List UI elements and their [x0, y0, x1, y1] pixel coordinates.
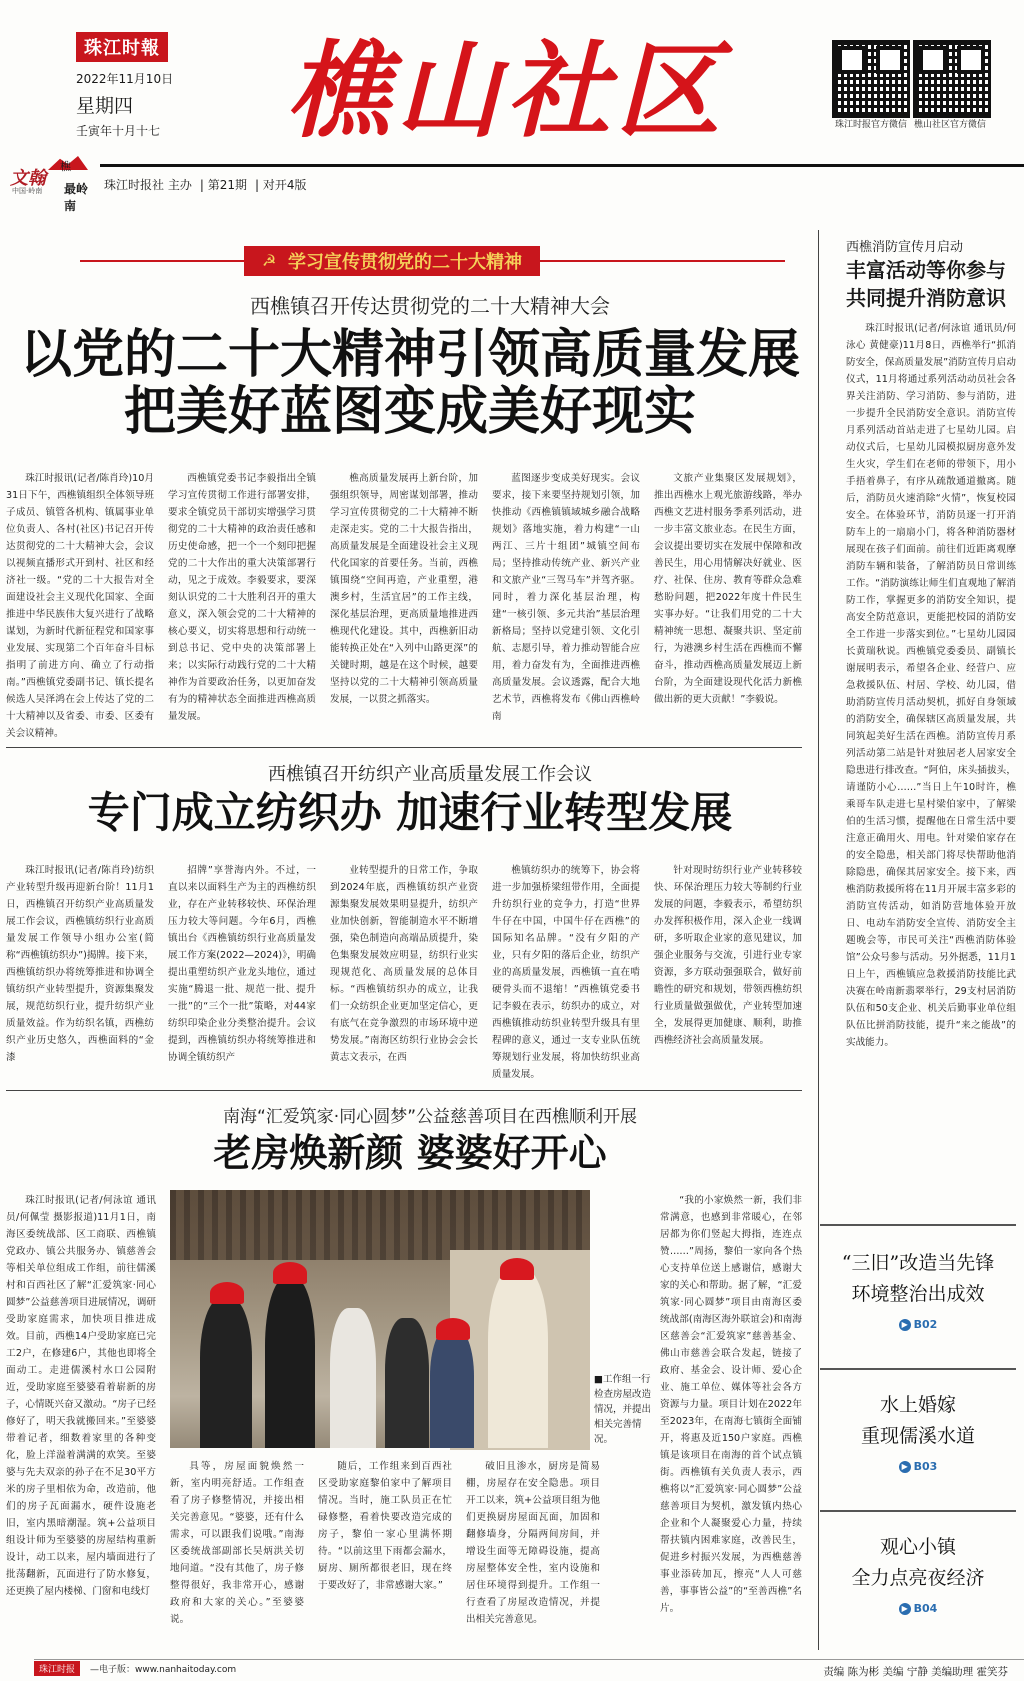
article2-column: 珠江时报讯(记者/陈肖玲)纺织产业转型升级再迎新台阶！11月1日，西樵镇召开纺织产业高质量发展工作会议，西樵镇纺织行业高质量发展工作领导小组办公室(简称“西樵镇纺织办”)揭牌。接下来，西樵镇纺织办将统筹推进和协调全镇纺织产业转型提升，资源集聚发展，规范纺织行业，提升纺织产业质量效益。作为纺织名镇，西樵纺织产业历史悠久，西樵面料的“金漆 — [6, 865, 154, 1063]
qr-caption: 樵山社区官方微信 — [913, 120, 986, 130]
safety-helmet-icon — [273, 1262, 307, 1284]
article-photo — [170, 1190, 590, 1448]
person-figure — [200, 1298, 252, 1448]
footer-logo: 珠江时报 — [34, 1661, 80, 1676]
safety-helmet-icon — [210, 1282, 244, 1304]
page-footer — [0, 1656, 1024, 1681]
article1-headline: 以党的二十大精神引领高质量发展 把美好蓝图变成美好现实 — [19, 324, 800, 443]
safety-helmet-icon — [436, 1318, 470, 1340]
article1-column: 樵高质量发展再上新台阶，加强组织领导，周密谋划部署，推动学习宣传贯彻党的二十大精神不断走深走实。党的二十大报告指出，高质量发展是全面建设社会主义现代化国家的首要任务。当前，西樵镇围绕“空间再造，产业重塑，港澳乡村，生活宜居”的工作主线，深化基层治理，更高质量地推进西樵现代化建设。其中，西樵新旧动能转换正处在“入列中山路更深”的关键时期，越是在这个时候，越要坚持以党的二十大精神引领高质量发展，一以贯之抓落实。 — [330, 473, 478, 705]
sidebar-divider — [818, 230, 819, 1650]
publication-logo: 珠江时報 — [76, 32, 168, 62]
article3-kicker: 南海“汇爱筑家·同心圆梦”公益慈善项目在西樵顺利开展 — [222, 1107, 638, 1127]
teaser-divider — [820, 1224, 1016, 1226]
article1-column: 西樵镇党委书记李毅指出全镇学习宣传贯彻工作进行部署安排，要求全镇党员干部切实增强学习贯彻党的二十大精神的政治责任感和历史使命感，把一个一个刻印把握党的二十大作出的重大决策部署行动，见之于成效。李毅要求，要深刻认识党的二十大胜利召开的重大意义，深入领会党的二十大精神的核心要义，切实将思想和行动统一到总书记、党中央的决策部署上来；以实际行动践行党的二十大精神作为首要政治任务，以更加奋发有为的精神状态全面推进西樵高质量发展。 — [168, 473, 316, 722]
article2-column: 樵镇纺织办的统筹下，协会将进一步加强桥梁纽带作用，全面提升纺织行业的竞争力，打造“世界牛仔在中国，中国牛仔在西樵”的国际知名品牌。“没有夕阳的产业，只有夕阳的落后企业，纺织产业的高质量发展，西樵镇一直在啃硬骨头而不退缩！”西樵镇党委书记李毅在表示，纺织办的成立，对西樵镇推动纺织业转型升级具有里程碑的意义，通过一支专业队伍统筹规划行业发展，将加快纺织业高质量发展。 — [492, 865, 640, 1080]
article3-column: 随后，工作组来到百西社区受助家庭黎伯家中了解项目情况。当时，施工队员正在忙碌修整，看着快要改造完成的房子，黎伯一家心里满怀期待。“以前这里下雨都会漏水，厨房、厕所都很老旧，现在终于要改好了，非常感谢大家。” — [318, 1461, 452, 1591]
party-emblem-icon: ☭ — [262, 251, 277, 270]
teaser-divider — [820, 1368, 1016, 1370]
article2-column: 业转型提升的日常工作，争取到2024年底，西樵镇纺织产业资源集聚发展效果明显提升，纺织产业加快创新，智能制造水平不断增强，染色制造向高端品质提升，染色集聚发展效应明显，纺织行业实现规范化、高质量发展的总体目标。“西樵镇纺织办的成立，让我们一众纺织企业更加坚定信心，更有底气在竞争激烈的市场环境中逆势发展。”南海区纺织行业协会会长黄志文表示，在西 — [330, 865, 478, 1063]
article1-kicker: 西樵镇召开传达贯彻党的二十大精神大会 — [250, 294, 610, 318]
banner-rule — [540, 260, 785, 262]
article3-column: 具等，房屋面貌焕然一新，室内明亮舒适。工作组查看了房子修整情况，并接出相关完善意见。“婆婆，还有什么需求，可以跟我们说哦。”南海区委统战部副部长吴炳洪关切地问道。“没有其他了，房子修整得很好，我非常开心，感谢政府和大家的关心。”至婆婆说。 — [170, 1461, 304, 1625]
community-qr-code-icon — [913, 40, 991, 118]
teaser-b02[interactable]: “三旧”改造当先锋 环境整治出成效 ▶ B02 — [841, 1252, 995, 1331]
teaser-b03[interactable]: 水上婚嫁 重现儒溪水道 ▶ B03 — [860, 1394, 975, 1473]
lunar-date: 壬寅年十月十七 — [76, 124, 161, 138]
safety-helmet-icon — [500, 1258, 534, 1280]
sub-bar — [0, 160, 1024, 213]
sidebar-headline: 丰富活动等你参与 共同提升消防意识 — [846, 258, 1006, 310]
article2-kicker: 西樵镇召开纺织产业高质量发展工作会议 — [268, 764, 592, 785]
edition-info: 珠江时报社 主办 | 第21期 | 对开4版 — [104, 178, 307, 192]
banner-rule — [80, 260, 244, 262]
person-figure — [330, 1308, 376, 1448]
issue-date: 2022年11月10日 — [76, 72, 174, 86]
article2-headline: 专门成立纺织办 加速行业转型发展 — [87, 788, 733, 837]
article1-column: 文旅产业集聚区发展规划》，推出西樵水上观光旅游线路，举办西樵文艺进村服务季系列活动，进一步丰富文旅业态。在民生方面，会议提出要切实在发展中保障和改善民生，用心用情解决好就业、医疗、社保、住房、教育等群众急难愁盼问题，把2022年度十件民生实事办好。“让我们用党的二十大精神统一思想、凝聚共识、坚定前行，为港澳乡村生活在西樵而不懈奋斗，推动西樵高质量发展迈上新台阶，为全面建设现代化活力新樵做出新的更大贡献！”李毅说。 — [654, 473, 802, 705]
person-figure — [488, 1268, 548, 1448]
wechat-qr-code-icon — [832, 40, 910, 118]
article3-column: 珠江时报讯(记者/何泳谊 通讯员/何佩莹 摄影报道)11月1日，南海区委统战部、区工商联、西樵镇党政办、镇公共服务办、镇慈善会等相关单位组成工作组，前往儒溪村和百西社区了解“汇爱筑家·同心圆梦”公益慈善项目进展情况，调研受助家庭需求，加快项目推进成效。目前，西樵14户受助家庭已完工2户，在修建6户，其他也即将全面动工。走进儒溪村水口公园附近，受助家庭至婆婆看着崭新的房子，心情既兴奋又激动。“房子已经修好了，明天我就搬回来。”至婆婆带着记者，细数着家里的各种变化，脸上洋溢着满满的欢笑。至婆婆与先夫双亲的孙子在不足30平方米的房子里相依为命，改造前，他们的房子瓦面漏水，硬件设施老旧，室内黑暗潮湿。筑+公益项目组设计师为至婆婆的房屋结构重新设计，动工以来，屋内墙面进行了批荡翻新，瓦面进行了防水修复，还更换了屋内楼梯、门窗和电线灯 — [6, 1195, 156, 1597]
qr-caption: 珠江时报官方微信 — [834, 120, 907, 130]
article2-column: 针对现时纺织行业产业转移较快、环保治理压力较大等制约行业发展的问题，李毅表示，希望纺织办发挥积极作用，深入企业一线调研，多听取企业家的意见建议，加强企业服务与交流，引进行业专家资源，多方联动强强联合，做好前瞻性的研究和规划，带领西樵纺织行业质量做强做优，产业转型加速全，发展得更加健康、顺利，助推西樵经济社会高质量发展。 — [654, 865, 802, 1046]
footer-url[interactable]: —电子版：www.nanhaitoday.com — [90, 1665, 237, 1675]
sidebar-kicker: 西樵消防宣传月启动 — [846, 240, 964, 255]
masthead — [0, 0, 1024, 170]
page-link-icon: ▶ — [899, 1603, 911, 1615]
person-figure — [385, 1318, 429, 1448]
article1-column: 蓝图逐步变成美好现实。会议要求，接下来要坚持规划引领，加快推动《西樵镇镇域城乡融合战略规划》落地实施，着力构建“一山两江、三片十组团”城镇空间布局；坚持推动传统产业、新兴产业和文旅产业“三驾马车”并驾齐驱。同时，着力深化基层治理，构建“一核引领、多元共治”基层治理新格局；坚持以党建引领、文化引航、志愿引导，着力推动智能合应用，着力奋发有为，全面推进西樵高质量发展。会议透露，配合大地艺术节，西樵将发布《佛山西樵岭南 — [492, 473, 640, 722]
sidebar-article-body: 珠江时报讯(记者/何泳谊 通讯员/何泳心 黄健豪)11月8日，西樵举行“抓消防安全，保高质量发展”消防宣传月启动仪式，11月将通过系列活动动员社会各界关注消防、学习消防、参与消防，进一步提升全民消防安全意识。消防宣传月系列活动首站走进了七星幼儿园。启动仪式后，七星幼儿园模拟厨房意外发生火灾，学生们在老师的带领下，用小手捂着鼻子，有序从疏散通道撤离。随后，消防员火速消除“火情”，恢复校园安全。在体验环节，消防员逐一打开消防车上的一扇扇小门，将各种消防器材展现在孩子们面前。前往们近距离观摩消防车辆和装备，了解消防员日常训练工作。“消防演练让师生们直观地了解消防工作，掌握更多的消防安全知识，提高安全防范意识，更能把校园的消防安全工作进一步落实到位。”七星幼儿园园长黄瑞秋说。西樵镇党委委员、副镇长谢展明表示，希望各企业、经营户、应急救援队伍、村居、学校、幼儿园，借助消防宣传月活动契机，抓好自身领域的消防安全，确保辖区高质量发展，共同筑起美好生活在西樵。消防宣传月系列活动第二站是针对独居老人居家安全隐患进行排改查。“阿伯，床头插拔头，请谨防小心……”当日上午10时许，樵乘哥车队走进七星村梁伯家中，了解梁伯的生活习惯，提醒他在日常生活中要注意正确用火、用电。针对梁伯家存在的安全隐患，相关部门将尽快帮助他消除隐患，确保其居家安全。接下来，西樵消防救援所将在11月开展丰富多彩的消防宣传活动，如消防营地体验开放日、电动车消防安全宣传、消防安全主题晚会等，市民可关注“西樵消防体验馆”公众号参与活动。另外据悉，11月1日上午，西樵镇应急救援消防技能比武决赛在岭南新翡翠举行，29支村居消防队伍和50支企业、机关后勤事业单位组队伍比拼消防技能，提升“来之能战”的实战能力。 — [846, 323, 1016, 1048]
person-figure — [265, 1278, 315, 1448]
person-figure — [430, 1328, 474, 1448]
culture-logo: 文翰 樵 中国·岭南 最岭南 — [8, 156, 98, 200]
article1-column: 珠江时报讯(记者/陈肖玲)10月31日下午，西樵镇组织全体领导班子成员、镇管各机构、镇属事业单位负责人、各村(社区)书记召开传达贯彻党的二十大精神大会，会议以视频直播形式开到村、社区和经济社一级。“党的二十大报告对全面建设社会主义现代化国家、全面推进中华民族伟大复兴进行了战略谋划，为新时代新征程党和国家事业发展、实现第二个百年奋斗目标指明了前进方向、确立了行动指南。”西樵镇党委副书记、镇长提名候选人吴泽鸿在会上传达了党的二十大精神以及省委、市委、区委有关会议精神。 — [6, 473, 154, 739]
weekday: 星期四 — [76, 95, 134, 117]
article3-column: “我的小家焕然一新，我们非常满意，也感到非常暖心，在邻居都为你们竖起大拇指，连连点赞……”周扬，黎伯一家向各个热心支持单位送上感谢信，感谢大家的关心和帮助。据了解，“汇爱筑家·同心圆梦”项目由南海区委统战部(南海区海外联谊会)和南海区慈善会“汇爱筑家”慈善基金、佛山市慈善会联合发起，链接了政府、基金会、设计师、爱心企业、施工单位、媒体等社会各方资源与力量。项目计划在2022年至2023年，在南海七镇街全面铺开，将惠及近150户家庭。西樵镇是该项目在南海的首个试点镇街。西樵镇有关负责人表示，西樵将以“汇爱筑家·同心圆梦”公益慈善项目为契机，激发镇内热心企业和个人凝聚爱心力量，持续帮扶镇内困难家庭，改善民生，促进乡村振兴发展，为西樵慈善事业添砖加瓦，擦亮“人人可慈善，事事皆公益”的“至善西樵”名片。 — [660, 1195, 802, 1614]
date-block — [76, 70, 173, 139]
photo-caption: ■工作组一行检查房屋改造情况，并提出相关完善情况。 — [594, 1374, 652, 1445]
page-link-icon: ▶ — [899, 1319, 911, 1331]
teaser-b04[interactable]: 观心小镇 全力点亮夜经济 ▶ B04 — [851, 1536, 985, 1615]
article3-column: 破旧且渗水，厨房是简易棚，房屋存在安全隐患。项目开工以来，筑+公益项目组为他们更换厨房屋面瓦面，加固和翻修墙身，分隔两间房间，并增设生面等无障碍设施，提高房屋整体安全性，室内设施和居住环境得到提升。工作组一行查看了房屋改造情况，并提出相关完善意见。 — [466, 1461, 600, 1625]
newspaper-title: 樵山社区 — [285, 29, 726, 152]
article3-headline: 老房焕新颜 婆婆好开心 — [213, 1130, 607, 1175]
article2-column: 招牌”享誉海内外。不过，一直以来以面料生产为主的西樵纺织业，存在产业转移较快、环保治理压力较大等问题。今年6月，西樵镇出台《西樵镇纺织行业高质量发展工作方案(2022—2024)》，明确提出重塑纺织产业龙头地位，通过实施“腾退一批、规范一批、提升一批”的“三个一批”策略，对44家纺织印染企业分类整治提升。会议提到，西樵镇纺织办将统筹推进和协调全镇纺织产 — [168, 865, 316, 1063]
teaser-divider — [820, 1510, 1016, 1512]
divider — [6, 1090, 802, 1091]
section-banner: ☭ 学习宣传贯彻党的二十大精神 — [244, 246, 540, 276]
editors-credit: 责编 陈为彬 美编 宁静 美编助理 霍笑芬 — [823, 1666, 1008, 1678]
divider — [6, 747, 802, 748]
page-link-icon: ▶ — [899, 1461, 911, 1473]
